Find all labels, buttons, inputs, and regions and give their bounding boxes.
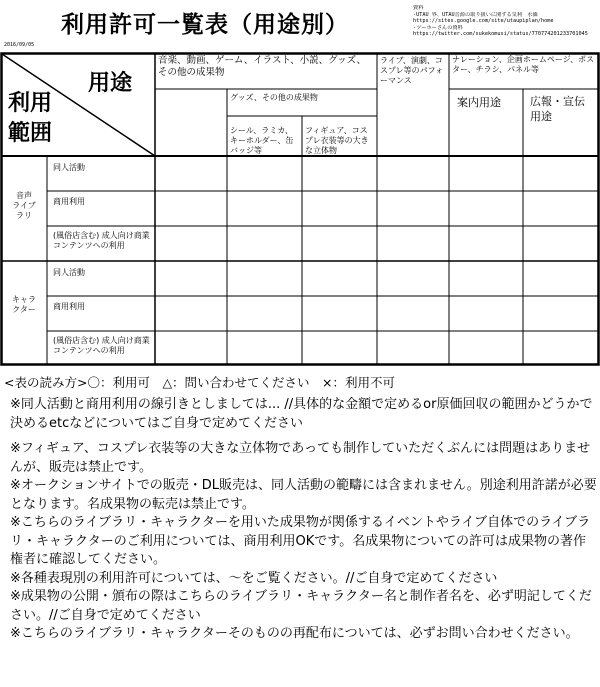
notes-section xyxy=(10,396,598,644)
reference-line: -UTAU 界、UTAU音源の取り扱いに関する気利 水価 xyxy=(413,11,538,18)
row-label-adult: (風俗店含む) 成人向け商業コンテンツへの利用 xyxy=(53,231,150,250)
note-item: ※同人活動と商用利用の線引きとしましては... //具体的な金額で定めるor原価回収の範囲かどうかで決めるetcなどについてはご自身で定めてください xyxy=(10,397,593,431)
reference-link[interactable]: https://sites.google.com/site/utaupiplan/home xyxy=(413,18,554,25)
date-label: 2016/09/05 xyxy=(4,42,35,48)
column-header-large-goods: フィギュア、コスプレ衣装等の大きな立体物 xyxy=(305,126,369,155)
row-label-doujin: 同人活動 xyxy=(53,163,85,172)
note-item: ※オークションサイトでの販売・DL販売は、同人活動の範疇には含まれません。別途利用許諾が必要となります。名成果物の転売は禁止です。 xyxy=(10,478,597,512)
column-header-live: ライブ、演劇、コスプレ等のパフォーマンス xyxy=(380,56,444,85)
note-item: ※フィギュア、コスプレ衣装等の大きな立体物であっても制作していただくぶんには問題はありませんが、販売は禁止です。 xyxy=(10,441,591,475)
note-item: ※成果物の公開・頒布の際はこちらのライブラリ・キャラクター名と制作者名を、必ず明記してください。//ご自身で定めてください xyxy=(10,589,592,623)
row-label-doujin: 同人活動 xyxy=(53,268,85,277)
reference-line: 資料 xyxy=(413,5,424,11)
reference-line: -ツーホーさんの資料 xyxy=(413,24,463,31)
column-header-small-goods: シール、ラミカ、キーホルダー、缶バッジ等 xyxy=(230,126,294,155)
column-header-narration: ナレーション、企画ホームページ、ポスター、チラシ、パネル等 xyxy=(452,55,595,74)
corner-use-label: 用途 xyxy=(88,71,133,96)
group-label-character: キャラ クター xyxy=(12,295,36,314)
corner-range-label: 利用 範囲 xyxy=(8,91,53,146)
note-item: ※こちらのライブラリ・キャラクターを用いた成果物が関係するイベントやライブ自体でのライブラリ・キャラクターのご利用については、商用利用OKです。名成果物についての許可は成果物の著作権者に確認してください。 xyxy=(10,515,591,567)
note-item: ※こちらのライブラリ・キャラクターそのものの再配布については、必ずお問い合わせください。 xyxy=(10,626,579,641)
group-label-voice-library: 音声 ライブ ラリ xyxy=(12,191,36,220)
reference-link[interactable]: https://twitter.com/sukekomusi/status/770774201233701045 xyxy=(413,31,588,38)
reference-notes xyxy=(413,5,598,38)
row-label-commercial: 商用利用 xyxy=(53,302,85,311)
note-item: ※各種表現別の利用許可については、～をご覧ください。//ご自身で定めてください xyxy=(10,570,498,586)
column-header-goods-sub: グッズ、その他の成果物 xyxy=(230,93,318,102)
permission-table xyxy=(0,52,600,366)
legend-text: <表の読み方>〇：利用可 △：問い合わせてください ×：利用不可 xyxy=(4,375,396,390)
page-title: 利用許可一覧表（用途別） xyxy=(61,12,349,38)
column-header-goods: 音楽、動画、ゲーム、イラスト、小説、グッズ、その他の成果物 xyxy=(158,55,366,78)
row-label-commercial: 商用利用 xyxy=(53,197,85,206)
row-label-adult: (風俗店含む) 成人向け商業コンテンツへの利用 xyxy=(53,336,150,355)
column-header-ad: 広報・宣伝用途 xyxy=(530,95,585,123)
column-header-guide: 案内用途 xyxy=(457,96,501,109)
